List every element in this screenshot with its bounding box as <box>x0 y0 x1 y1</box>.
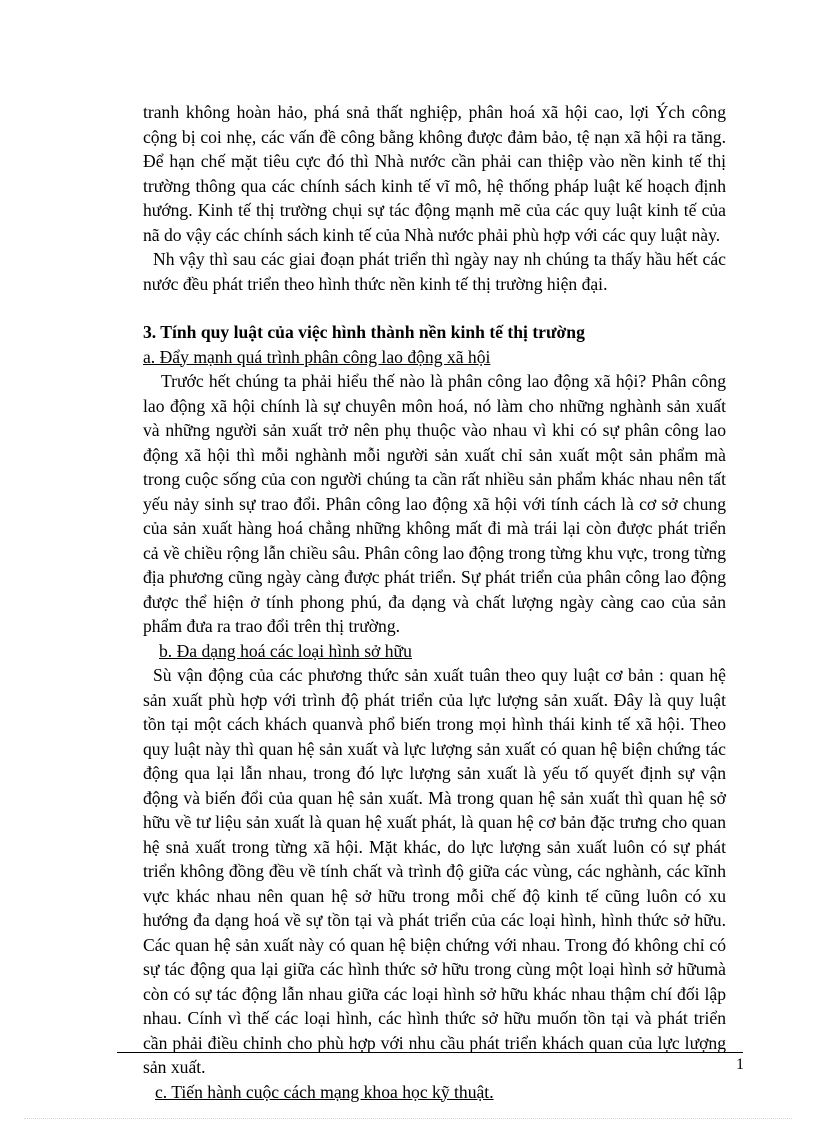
section-heading: 3. Tính quy luật của việc hình thành nền kinh tế thị trường <box>143 322 585 342</box>
page-bottom-dotted-border <box>24 1118 792 1119</box>
paragraph-intro-2: Nh vậy thì sau các giai đoạn phát triển thì ngày nay nh chúng ta thấy hầu hết các nước đều phát triển theo hình thức nền kinh tế thị trường hiện đại. <box>143 249 726 294</box>
subsection-a-title: a. Đẩy mạnh quá trình phân công lao động xã hội <box>143 346 491 367</box>
subsection-c-title: c. Tiến hành cuộc cách mạng khoa học kỹ thuật. <box>155 1081 494 1102</box>
subsection-b-paragraph: Sù vận động của các phương thức sản xuất tuân theo quy luật cơ bản : quan hệ sản xuất phù hợp với trình độ phát triển của lực lượng sản xuất. Đây là quy luật tồn tại một cách khách quanvà phổ biến trong mọi hình thái kinh tế xã hội. Theo quy luật này thì quan hệ sản xuất và lực lượng sản xuất có quan hệ biện chứng tác động qua lại lẫn nhau, trong đó lực lượng sản xuất là yếu tố quyết định sự vận động và biến đổi của quan hệ sản xuất. Mà trong quan hệ sản xuất thì quan hệ sở hữu về tư liệu sản xuất là quan hệ xuất phát, là quan hệ cơ bản đặc trưng cho quan hệ snả xuất trong từng xã hội. Mặt khác, do lực lượng sản xuất luôn có sự phát triển không đồng đều về tính chất và trình độ giữa các vùng, các nghành, các kĩnh vực khác nhau nên quan hệ sở hữu trong mỗi chế độ kinh tế cũng luôn có xu hướng đa dạng hoá về sự tồn tại và phát triển của các loại hình, hình thức sở hữu. Các quan hệ sản xuất này có quan hệ biện chứng với nhau. Trong đó không chỉ có sự tác động qua lại giữa các hình thức sở hữu trong cùng một loại hình sở hữumà còn có sự tác động lẫn nhau giữa các loại hình sở hữu khác nhau thậm chí đối lập nhau. Cính vì thế các loại hình, các hình thức sở hữu muốn tồn tại và phát triển cần phải điều chỉnh cho phù hợp với nhu cầu phát triển khách quan của lực lượng sản xuất. <box>143 665 726 1077</box>
subsection-a-paragraph: Trước hết chúng ta phải hiểu thế nào là phân công lao động xã hội? Phân công lao động xã hội chính là sự chuyên môn hoá, nó làm cho những nghành sản xuất và những người sản xuất trở nên phụ thuộc vào nhau vì khi có sự phân công lao động xã hội thì mỗi nghành mỗi người sản xuất chỉ sản xuất một sản phẩm mà trong cuộc sống của con người chúng ta cần rất nhiều sản phẩm khác nhau nên tất yếu nảy sinh sự trao đổi. Phân công lao động xã hội với tính cách là cơ sở chung của sản xuất hàng hoá chẳng những không mất đi mà trái lại còn được phát triển cả về chiều rộng lẫn chiều sâu. Phân công lao động trong từng khu vực, trong từng địa phương cũng ngày càng được phát triển. Sự phát triển của phân công lao động được thể hiện ở tính phong phú, đa dạng và chất lượng ngày càng cao của sản phẩm đưa ra trao đổi trên thị trường. <box>143 371 726 636</box>
footer-divider <box>117 1052 743 1053</box>
page-number: 1 <box>736 1056 744 1073</box>
document-body <box>143 100 726 1104</box>
paragraph-intro-1: tranh không hoàn hảo, phá snả thất nghiệp, phân hoá xã hội cao, lợi Ých công cộng bị coi nhẹ, các vấn đề công bằng không được đảm bảo, tệ nạn xã hội ra tăng. Để hạn chế mặt tiêu cực đó thì Nhà nước cần phải can thiệp vào nền kinh tế thị trường thông qua các chính sách kinh tế vĩ mô, hệ thống pháp luật kế hoạch định hướng. Kinh tế thị trường chụi sự tác động mạnh mẽ của các quy luật kinh tế của nã do vậy các chính sách kinh tế của Nhà nước phải phù hợp với các quy luật này. <box>143 102 726 245</box>
subsection-b-title: b. Đa dạng hoá các loại hình sở hữu <box>159 640 412 661</box>
